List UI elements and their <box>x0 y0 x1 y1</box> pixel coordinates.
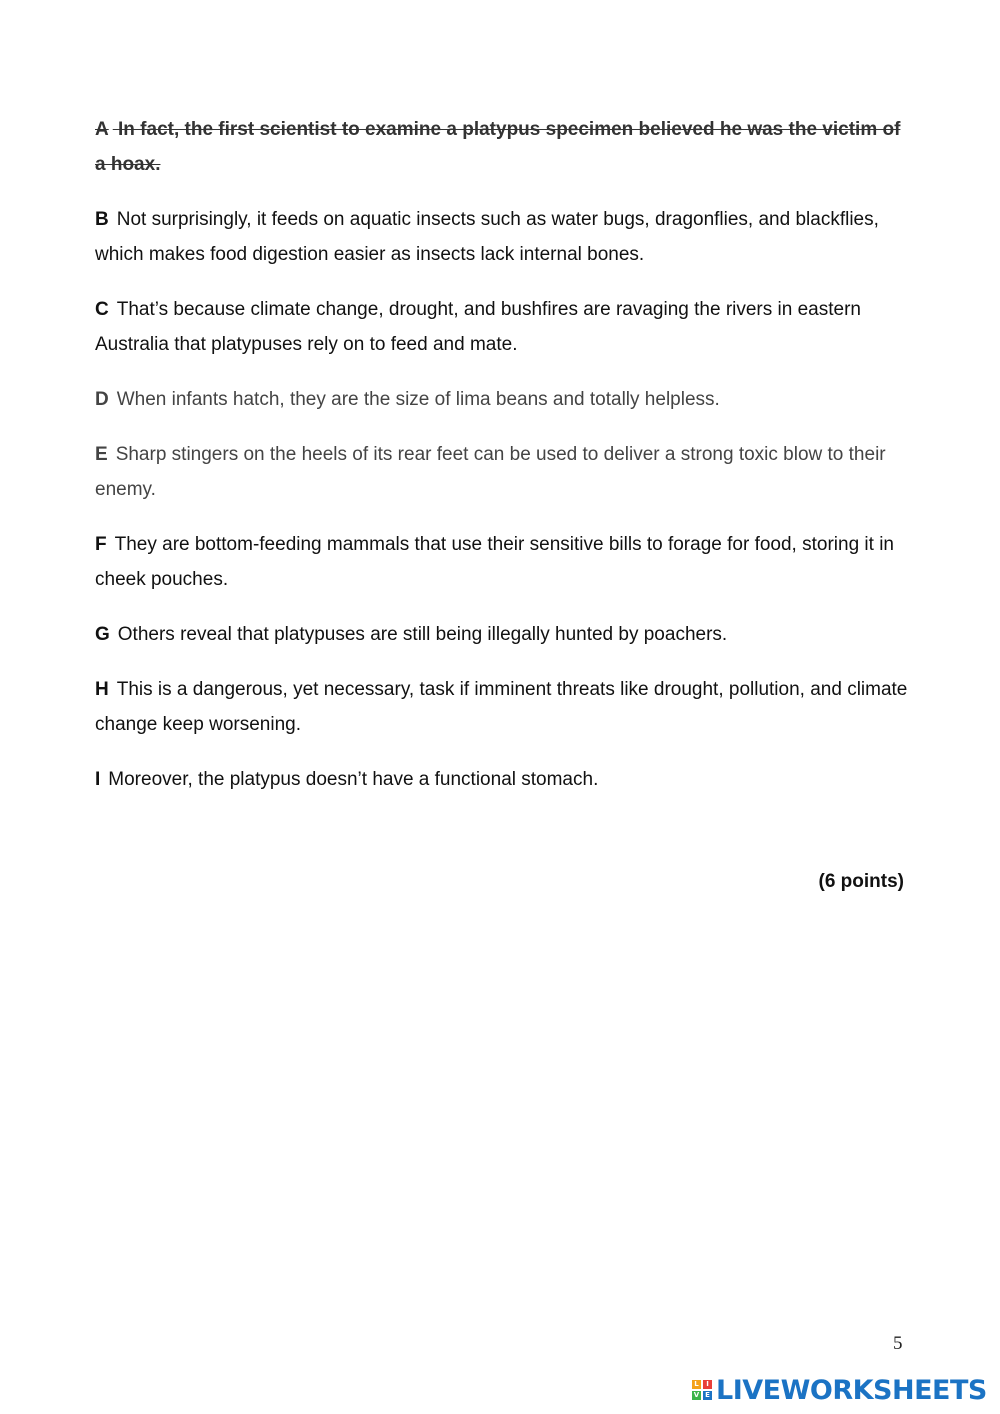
option-text: Not surprisingly, it feeds on aquatic insects such as water bugs, dragonflies, and blackflies, which makes food digestion easier as insects lack internal bones. <box>95 209 879 265</box>
option-letter: H <box>95 679 109 700</box>
logo-icon-tile: V <box>693 1391 700 1399</box>
option-letter: B <box>95 209 109 230</box>
logo-text: LIVEWORKSHEETS <box>716 1374 987 1406</box>
option-letter: E <box>95 444 108 465</box>
option-b <box>95 202 910 272</box>
option-c <box>95 292 910 362</box>
logo-icon-tile: I <box>703 1380 712 1389</box>
option-text: Moreover, the platypus doesn’t have a functional stomach. <box>108 769 599 790</box>
option-text: In fact, the first scientist to examine a platypus specimen believed he was the victim of a hoax. <box>95 119 901 175</box>
option-letter: D <box>95 389 109 410</box>
option-letter: G <box>95 624 110 645</box>
sentence-options-list <box>95 112 910 817</box>
option-letter: I <box>95 769 101 790</box>
option-e <box>95 437 910 507</box>
option-text: When infants hatch, they are the size of lima beans and totally helpless. <box>116 389 720 410</box>
option-f <box>95 527 910 597</box>
liveworksheets-logo-icon <box>692 1380 712 1400</box>
example-option-a <box>95 112 910 182</box>
option-text: They are bottom-feeding mammals that use their sensitive bills to forage for food, storing it in cheek pouches. <box>95 534 894 590</box>
option-letter: F <box>95 534 107 555</box>
option-h <box>95 672 910 742</box>
page-number: 5 <box>893 1333 903 1354</box>
liveworksheets-logo[interactable] <box>692 1373 987 1407</box>
option-text: This is a dangerous, yet necessary, task if imminent threats like drought, pollution, and climate change keep worsening. <box>95 679 908 735</box>
option-text: Sharp stingers on the heels of its rear feet can be used to deliver a strong toxic blow to their enemy. <box>95 444 886 500</box>
logo-icon-tile: L <box>692 1380 701 1389</box>
option-text: That’s because climate change, drought, and bushfires are ravaging the rivers in eastern Australia that platypuses rely on to feed and mate. <box>95 299 861 355</box>
option-letter: A <box>95 119 109 140</box>
option-i <box>95 762 910 797</box>
option-g <box>95 617 910 652</box>
points-label: (6 points) <box>818 871 904 892</box>
logo-icon-tile: E <box>703 1391 712 1400</box>
option-text: Others reveal that platypuses are still being illegally hunted by poachers. <box>117 624 728 645</box>
option-letter: C <box>95 299 109 320</box>
option-d <box>95 382 910 417</box>
